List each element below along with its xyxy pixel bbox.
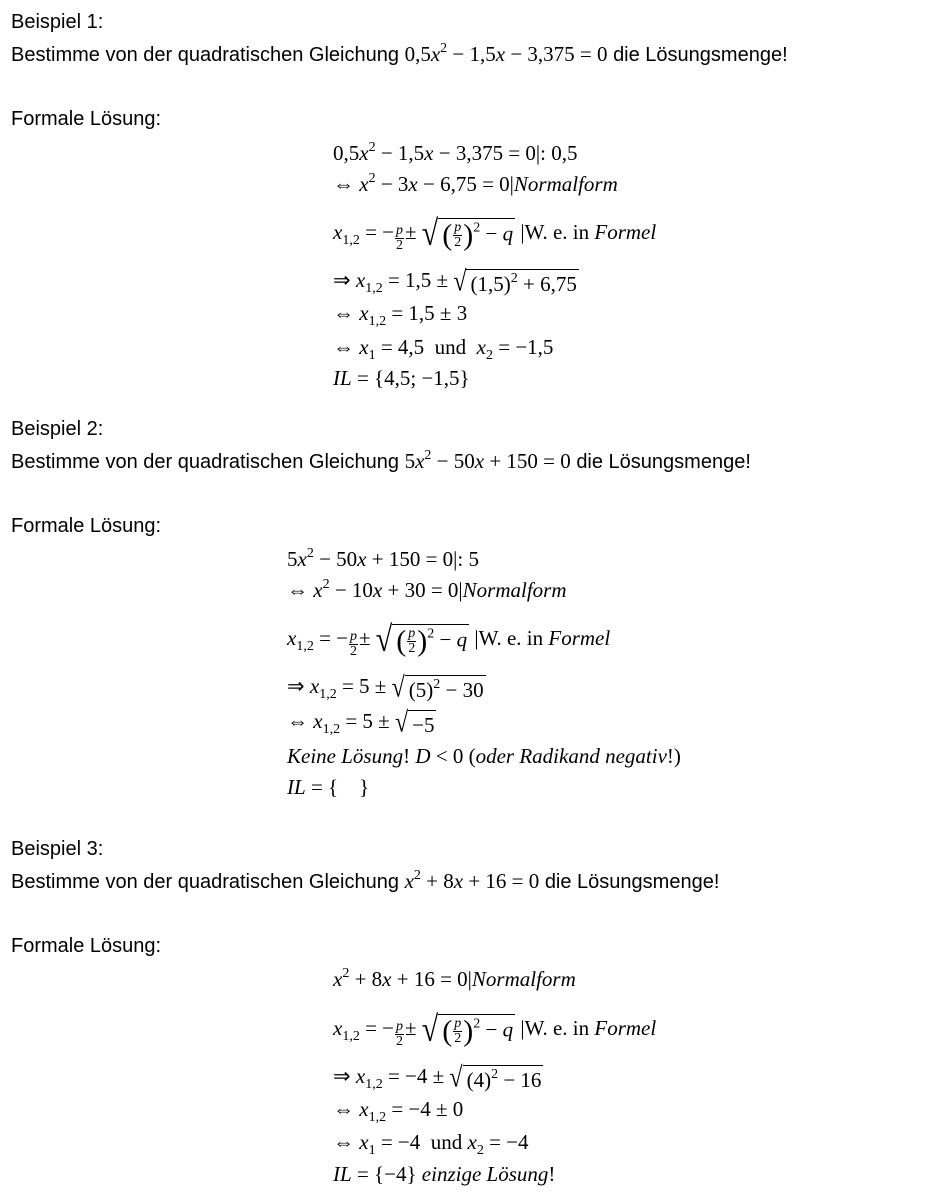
ex3-step-6: IL = {−4} einzige Lösung! [333,1162,556,1186]
ex1-step-7: IL = {4,5; −1,5} [333,366,470,390]
task-equation: $0,5x^2 - 1,5x - 3,375 = 0$ [404,41,608,66]
task-suffix: die Lösungsmenge! [544,871,720,893]
ex1-step-3: $x_{1,2}$ = − $\frac{p}{2}$ ± √ ( $\frac{p}{2}$ )$^2$ − q |W. e. in Formel [333,213,657,254]
ex3-step-3: ⇒ $x_{1,2} = -4$ ± √ $(4)^2 - 16$ [333,1062,542,1094]
ex2-step-5: ⇔ $x_{1,2} = 5$ ± √ −5 [287,707,435,739]
ex3-step-5: ⇔ $x_1 = -4$ und $x_2 = -4$ [333,1130,529,1158]
ex2-step-6: Keine Lösung! D < 0 (oder Radikand negativ!) [287,744,681,768]
example-2-solution-label: Formale Lösung: [11,515,162,537]
ex2-step-7: IL = { } [287,775,370,799]
example-1-task [11,42,788,67]
example-2-task [11,449,751,474]
example-1-heading: Beispiel 1: [11,11,104,33]
task-prefix: Bestimme von der quadratischen Gleichung [11,44,399,66]
ex2-step-2: ⇔ $x^2 - 10x + 30$ = 0|Normalform [287,577,567,602]
task-suffix: die Lösungsmenge! [576,451,751,473]
ex2-step-4: ⇒ $x_{1,2} = 5$ ± √ $(5)^2 - 30$ [287,672,484,704]
ex1-step-2: ⇔ $x^2 - 3x - 6,75$ = 0|Normalform [333,171,618,196]
ex1-step-5: ⇔ $x_{1,2} = 1,5 \pm 3$ [333,301,468,329]
task-suffix: die Lösungsmenge! [613,44,788,66]
ex1-step-4: ⇒ $x_{1,2} = 1,5$ ± √ $(1,5)^2 + 6,75$ [333,266,577,298]
example-2-heading: Beispiel 2: [11,418,104,440]
task-prefix: Bestimme von der quadratischen Gleichung [11,451,399,473]
ex3-step-2: $x_{1,2}$ = − $\frac{p}{2}$ ± √ ( $\frac{p}{2}$ )$^2$ − q |W. e. in Formel [333,1009,657,1050]
example-3-solution-label: Formale Lösung: [11,935,162,957]
ex3-step-4: ⇔ $x_{1,2} = -4 \pm 0$ [333,1097,464,1125]
ex2-step-1: $5x^2 - 50x + 150 = 0|$: 5 [287,546,479,571]
ex3-step-1: $x^2 + 8x + 16$ = 0|Normalform [333,966,576,991]
ex2-step-3: $x_{1,2}$ = − $\frac{p}{2}$ ± √ ( $\frac{p}{2}$ )$^2$ − q |W. e. in Formel [287,619,611,660]
example-3-heading: Beispiel 3: [11,838,104,860]
example-1-solution-label: Formale Lösung: [11,108,162,130]
task-prefix: Bestimme von der quadratischen Gleichung [11,871,399,893]
task-equation: $5x^2 - 50x + 150 = 0$ [404,448,571,473]
ex1-step-6: ⇔ $x_1 = 4,5$ und $x_2 = -1,5$ [333,335,554,363]
task-equation: $x^2 + 8x + 16 = 0$ [404,868,540,893]
ex1-step-1: $0,5x^2 - 1,5x - 3,375 = 0|$: 0,5 [333,140,578,165]
example-3-task [11,869,719,894]
